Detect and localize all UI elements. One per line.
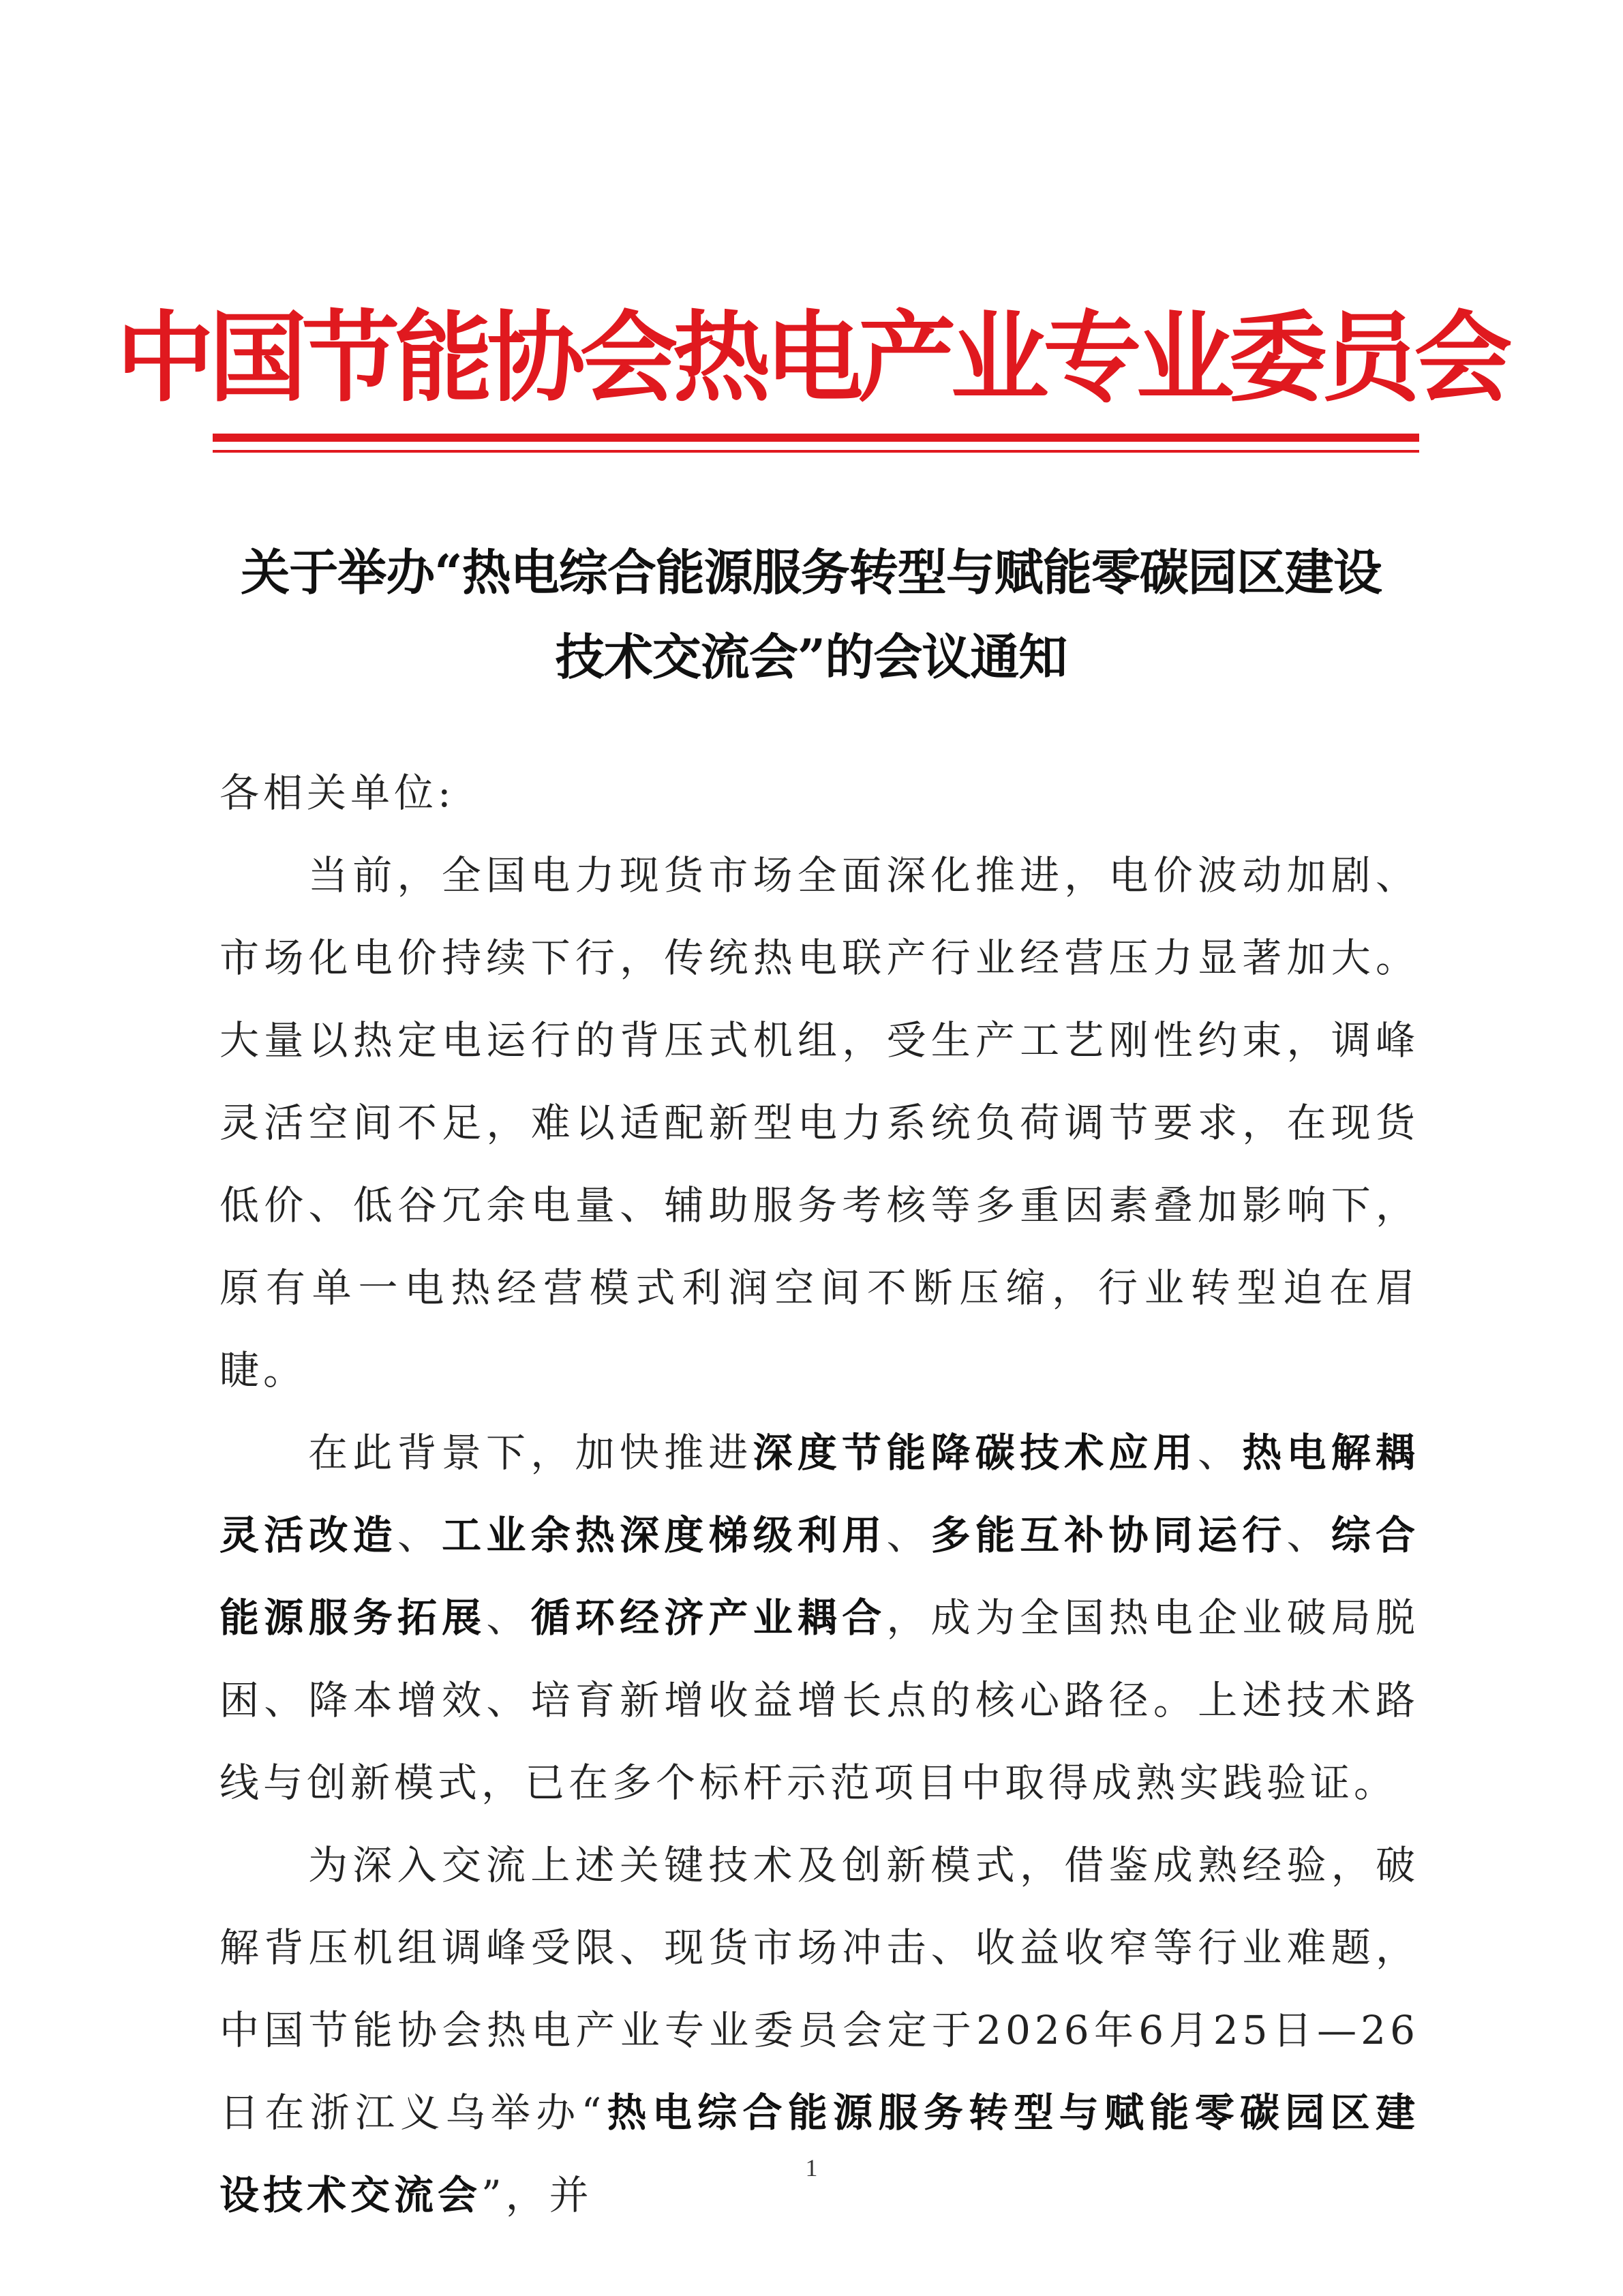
- page-number: 1: [805, 2154, 818, 2181]
- event-name: 热电综合能源服务转型与赋能零碳园区建设技术交流会: [219, 2089, 1419, 2218]
- paragraph-key-paths: [219, 1412, 1419, 1824]
- key-path-integrated-service: 综合能源服务拓展: [219, 1512, 1419, 1641]
- letterhead-rule-thick: [213, 434, 1419, 442]
- key-path-circular-economy: 循环经济产业耦合: [530, 1595, 887, 1641]
- key-path-decoupling: 热电解耦灵活改造: [219, 1430, 1419, 1558]
- p2-sep-4: 、: [1286, 1512, 1331, 1558]
- notice-title-line-2: 技术交流会”的会议通知: [555, 628, 1067, 686]
- key-path-multi-energy: 多能互补协同运行: [930, 1512, 1287, 1558]
- key-path-waste-heat: 工业余热深度梯级利用: [442, 1512, 887, 1558]
- letterhead-title: 中国节能协会热电产业专业委员会: [116, 300, 1507, 415]
- notice-title-line-1: 关于举办“热电综合能源服务转型与赋能零碳园区建设: [241, 543, 1382, 601]
- notice-body: [219, 752, 1419, 2237]
- p2-tail: ，成为全国热电企业破局脱困、降本增效、培育新增收益增长点的核心路径。上述技术路线与创新模式，已在多个标杆示范项目中取得成熟实践验证。: [219, 1595, 1419, 1806]
- p2-sep-1: 、: [1197, 1430, 1243, 1476]
- salutation: 各相关单位:: [219, 770, 455, 816]
- notice-title: [204, 530, 1418, 699]
- key-path-energy-saving: 深度节能降碳技术应用: [753, 1430, 1198, 1476]
- letterhead-rule-thin: [213, 450, 1419, 453]
- p3-lead: 为深入交流上述关键技术及创新模式，借鉴成熟经验，破解背压机组调峰受限、现货市场冲击、收益收窄等行业难题，中国节能协会热电产业专业委员会定于2026年6月25日—26日在浙江义乌举办“: [219, 1842, 1419, 2136]
- p2-lead: 在此背景下，加快推进: [308, 1430, 753, 1476]
- p2-sep-3: 、: [886, 1512, 931, 1558]
- paragraph-background: 当前，全国电力现货市场全面深化推进，电价波动加剧、市场化电价持续下行，传统热电联产行业经营压力显著加大。大量以热定电运行的背压式机组，受生产工艺刚性约束，调峰灵活空间不足，难以适配新型电力系统负荷调节要求，在现货低价、低谷冗余电量、辅助服务考核等多重因素叠加影响下，原有单一电热经营模式利润空间不断压缩，行业转型迫在眉睫。: [219, 852, 1419, 1393]
- p2-sep-5: 、: [486, 1595, 531, 1641]
- p2-sep-2: 、: [397, 1512, 442, 1558]
- p3-tail: ”，并: [481, 2172, 593, 2218]
